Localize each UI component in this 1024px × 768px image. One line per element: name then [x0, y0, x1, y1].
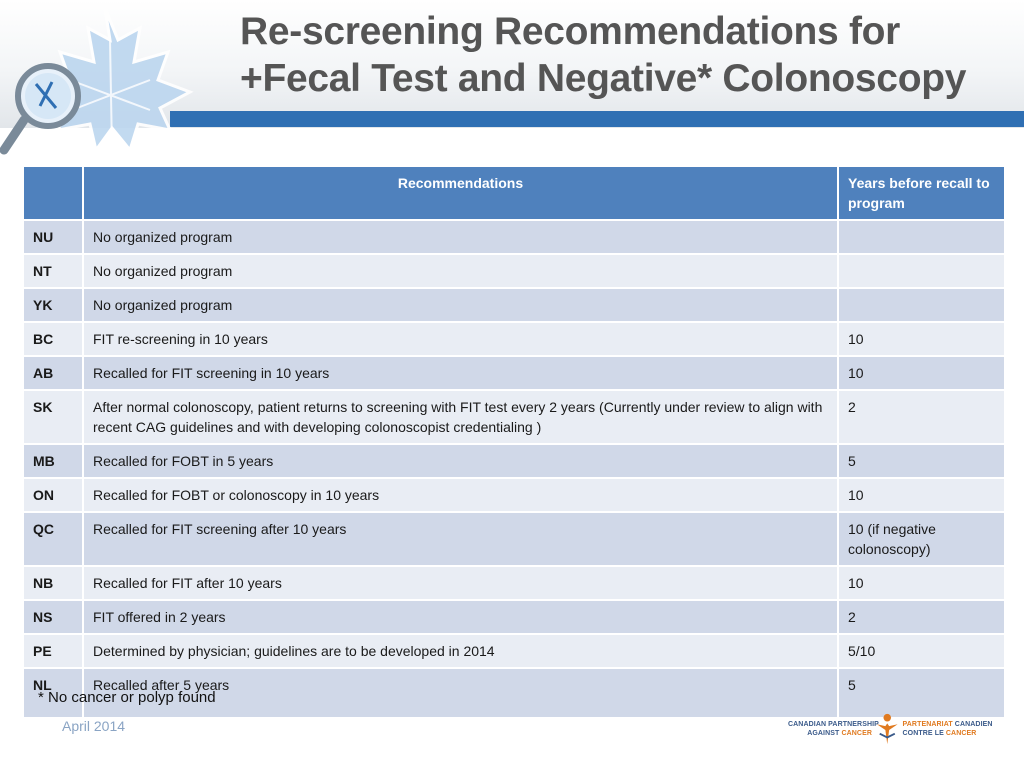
table-row [23, 356, 1005, 390]
partner-fr-line-2 [903, 729, 993, 738]
recommendation-cell: Recalled for FIT screening after 10 years [83, 512, 838, 566]
years-cell [838, 254, 1005, 288]
province-cell: YK [23, 288, 83, 322]
province-cell: PE [23, 634, 83, 668]
footnote: * No cancer or polyp found [38, 689, 216, 706]
partnership-figure-icon [875, 712, 900, 746]
recommendation-cell: Determined by physician; guidelines are to be developed in 2014 [83, 634, 838, 668]
table-row [23, 512, 1005, 566]
title-line-1: Re-screening Recommendations for [240, 10, 901, 53]
table-row [23, 254, 1005, 288]
table-row [23, 600, 1005, 634]
province-cell: ON [23, 478, 83, 512]
table-header-row [23, 166, 1005, 220]
years-cell: 5/10 [838, 634, 1005, 668]
partner-fr-line-1 [903, 720, 993, 729]
years-cell: 10 [838, 566, 1005, 600]
table-row [23, 478, 1005, 512]
years-cell: 2 [838, 600, 1005, 634]
table-row [23, 288, 1005, 322]
header-years: Years before recall to program [838, 166, 1005, 220]
partner-fr-line-2b: CANCER [945, 730, 977, 737]
years-cell: 10 [838, 478, 1005, 512]
partner-name-french [903, 720, 993, 738]
partner-name-english [788, 720, 879, 738]
table-row [23, 322, 1005, 356]
province-cell: NS [23, 600, 83, 634]
recommendation-cell: Recalled for FIT screening in 10 years [83, 356, 838, 390]
table-row [23, 390, 1005, 444]
recommendation-cell: FIT offered in 2 years [83, 600, 838, 634]
recommendation-cell: Recalled for FOBT in 5 years [83, 444, 838, 478]
province-cell: SK [23, 390, 83, 444]
recommendation-cell: Recalled for FOBT or colonoscopy in 10 years [83, 478, 838, 512]
province-cell: NU [23, 220, 83, 254]
partner-en-line-2b: CANCER [841, 730, 872, 737]
recommendation-cell: No organized program [83, 288, 838, 322]
table-row [23, 444, 1005, 478]
province-cell: NT [23, 254, 83, 288]
recommendation-cell: No organized program [83, 254, 838, 288]
province-cell: NB [23, 566, 83, 600]
partner-fr-line-2a: CONTRE LE [902, 730, 946, 737]
partner-en-line-1: CANADIAN PARTNERSHIP [788, 721, 879, 728]
table-row [23, 220, 1005, 254]
partner-fr-line-1a: PARTENARIAT [902, 721, 953, 728]
recommendation-cell: After normal colonoscopy, patient returns to screening with FIT test every 2 years (Currently under review to align with recent CAG guidelines and with developing colonoscopist credentialing ) [83, 390, 838, 444]
years-cell: 2 [838, 390, 1005, 444]
header-province [23, 166, 83, 220]
province-cell: AB [23, 356, 83, 390]
partner-en-line-2a: AGAINST [807, 730, 842, 737]
footer-date: April 2014 [62, 718, 126, 734]
partner-logo [788, 712, 993, 746]
table-row [23, 566, 1005, 600]
province-cell: MB [23, 444, 83, 478]
recommendations-table [22, 165, 1006, 719]
partner-fr-line-1b: CANADIEN [952, 721, 993, 728]
header-recommendations: Recommendations [83, 166, 838, 220]
recommendation-cell: Recalled for FIT after 10 years [83, 566, 838, 600]
years-cell [838, 220, 1005, 254]
recommendation-cell: FIT re-screening in 10 years [83, 322, 838, 356]
years-cell: 10 [838, 356, 1005, 390]
province-cell: NL [23, 668, 83, 718]
recommendation-cell: Recalled after 5 years [83, 668, 838, 718]
partner-en-line-2 [788, 729, 872, 738]
header-accent-bar [170, 111, 1024, 127]
years-cell: 5 [838, 668, 1005, 718]
title-line-2: +Fecal Test and Negative* Colonoscopy [240, 57, 967, 100]
years-cell: 10 [838, 322, 1005, 356]
province-cell: QC [23, 512, 83, 566]
recommendation-cell: No organized program [83, 220, 838, 254]
table-body [23, 220, 1005, 718]
years-cell: 5 [838, 444, 1005, 478]
province-cell: BC [23, 322, 83, 356]
maple-leaf-magnifier-icon [0, 0, 215, 170]
years-cell [838, 288, 1005, 322]
page-title [240, 8, 1010, 102]
table-row [23, 634, 1005, 668]
years-cell: 10 (if negative colonoscopy) [838, 512, 1005, 566]
